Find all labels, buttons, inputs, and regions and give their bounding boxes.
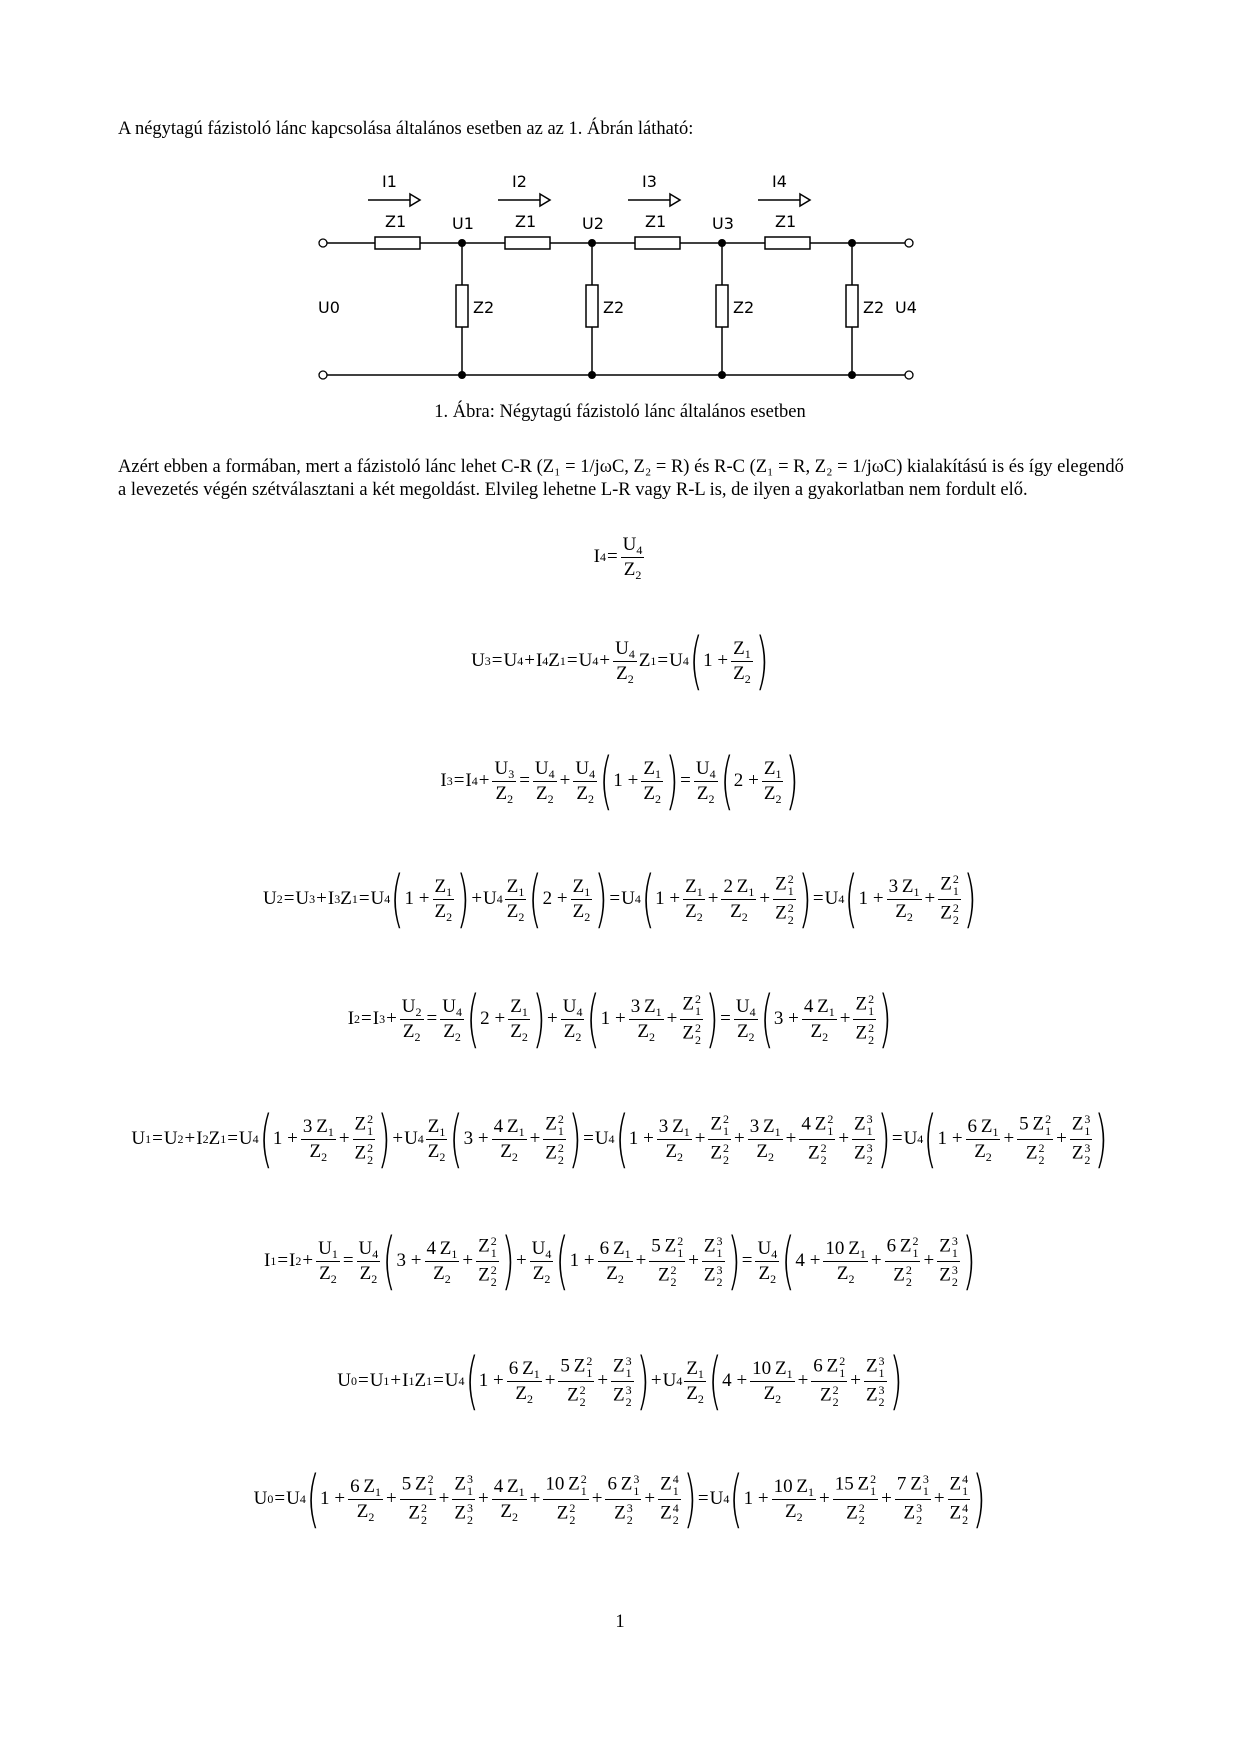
equation-u2 [0, 862, 1240, 935]
node-voltage-label: U2 [582, 214, 604, 233]
current-label: I4 [772, 172, 787, 191]
output-voltage-label: U4 [895, 298, 917, 317]
equation-u1 [0, 1102, 1240, 1175]
equation-u0-b [0, 1462, 1240, 1535]
series-impedance-label: Z1 [775, 212, 797, 231]
equation-u3 [0, 624, 1240, 697]
equation-render: U 0 = U 4 ( 1 + $\frac{6 Z_1}{Z_2}$ + 5 Z 2 1 Z 2 2 + Z 3 1 Z 3 2 + $\frac{4 Z_1}{Z_2}$ + 10 Z 2 1 Z 2 2 + 6 Z 3 1 Z 3 2 + Z 4 1 Z 4 2 ) = U 4 ( 1 + $\frac{10 Z_1}{Z_2}$ + 15 Z 2 1 Z 2 2 + 7 Z 3 1 Z 3 2 + Z 4 1 Z 4 2 ) [253, 1462, 986, 1535]
equation-render: I 2 = I 3 + $\frac{U_2}{Z_2}$ = $\frac{U_4}{Z_2}$ ( 2 + $\frac{Z_1}{Z_2}$ ) + $\frac{U_4}{Z_2}$ ( 1 + $\frac{3 Z_1}{Z_2}$ + Z 2 1 Z 2 2 ) = $\frac{U_4}{Z_2}$ ( 3 + $\frac{4 Z_1}{Z_2}$ + Z 2 1 Z 2 2 ) [347, 982, 892, 1055]
ladder-circuit-diagram [310, 165, 930, 395]
current-label: I2 [512, 172, 527, 191]
equation-render: U 1 = U 2 + I 2 Z 1 = U 4 ( 1 + $\frac{3 Z_1}{Z_2}$ + Z 2 1 Z 2 2 ) + U 4 $\frac{Z_1}{Z_2}$ ( 3 + $\frac{4 Z_1}{Z_2}$ + Z 2 1 Z 2 2 ) = U 4 ( 1 + $\frac{3 Z_1}{Z_2}$ + Z 2 1 Z 2 2 + $\frac{3 Z_1}{Z_2}$ + 4 Z 2 1 Z 2 2 + Z 3 1 Z 3 2 ) = U 4 ( 1 + $\frac{6 Z_1}{Z_2}$ + 5 Z 2 1 Z 2 2 + Z 3 1 Z 3 2 ) [131, 1102, 1109, 1175]
body-paragraph: Azért ebben a formában, mert a fázistoló lánc lehet C-R (Z₁ = 1/jωC, Z₂ = R) és R-C (Z₁ = R, Z₂ = 1/jωC) kialakítású is és így elegendő a levezetés végén szétválasztani a két megoldást. Elvileg lehetne L-R vagy R-L is, de ilyen a gyakorlatban nem fordult elő. [118, 457, 1124, 500]
equation-i4 [0, 535, 1240, 580]
shunt-impedance-label: Z2 [603, 298, 625, 317]
equation-render: I 4 = $\frac{U_4}{Z_2}$ [593, 534, 643, 582]
equation-render: I 1 = I 2 + $\frac{U_1}{Z_2}$ = $\frac{U_4}{Z_2}$ ( 3 + $\frac{4 Z_1}{Z_2}$ + Z 2 1 Z 2 2 ) + $\frac{U_4}{Z_2}$ ( 1 + $\frac{6 Z_1}{Z_2}$ + 5 Z 2 1 Z 2 2 + Z 3 1 Z 3 2 ) = $\frac{U_4}{Z_2}$ ( 4 + $\frac{10 Z_1}{Z_2}$ + 6 Z 2 1 Z 2 2 + Z 3 1 Z 3 2 ) [263, 1224, 976, 1297]
input-voltage-label: U0 [318, 298, 340, 317]
shunt-impedance-label: Z2 [863, 298, 885, 317]
equation-i3 [0, 744, 1240, 817]
series-impedance-label: Z1 [645, 212, 667, 231]
node-voltage-label: U3 [712, 214, 734, 233]
equation-render: I 3 = I 4 + $\frac{U_3}{Z_2}$ = $\frac{U_4}{Z_2}$ + $\frac{U_4}{Z_2}$ ( 1 + $\frac{Z_1}{Z_2}$ ) = $\frac{U_4}{Z_2}$ ( 2 + $\frac{Z_1}{Z_2}$ ) [440, 744, 800, 817]
intro-text: A négytagú fázistoló lánc kapcsolása általános esetben az az 1. Ábrán látható: [118, 119, 694, 139]
page-number: 1 [615, 1612, 625, 1632]
equation-render: U 3 = U 4 + I 4 Z 1 = U 4 + $\frac{U_4}{Z_2}$ Z 1 = U 4 ( 1 + $\frac{Z_1}{Z_2}$ ) [471, 624, 769, 697]
figure-caption: 1. Ábra: Négytagú fázistoló lánc általános esetben [434, 402, 806, 422]
shunt-impedance-label: Z2 [473, 298, 495, 317]
series-impedance-label: Z1 [385, 212, 407, 231]
equation-i2 [0, 982, 1240, 1055]
shunt-impedance-label: Z2 [733, 298, 755, 317]
series-impedance-label: Z1 [515, 212, 537, 231]
equation-u0-a [0, 1344, 1240, 1417]
current-label: I3 [642, 172, 657, 191]
equation-render: U 2 = U 3 + I 3 Z 1 = U 4 ( 1 + $\frac{Z_1}{Z_2}$ ) + U 4 $\frac{Z_1}{Z_2}$ ( 2 + $\frac{Z_1}{Z_2}$ ) = U 4 ( 1 + $\frac{Z_1}{Z_2}$ + $\frac{2 Z_1}{Z_2}$ + Z 2 1 Z 2 2 ) = U 4 ( 1 + $\frac{3 Z_1}{Z_2}$ + Z 2 1 Z 2 2 ) [262, 862, 977, 935]
node-voltage-label: U1 [452, 214, 474, 233]
current-label: I1 [382, 172, 397, 191]
equation-i1 [0, 1224, 1240, 1297]
equation-render: U 0 = U 1 + I 1 Z 1 = U 4 ( 1 + $\frac{6 Z_1}{Z_2}$ + 5 Z 2 1 Z 2 2 + Z 3 1 Z 3 2 ) + U 4 $\frac{Z_1}{Z_2}$ ( 4 + $\frac{10 Z_1}{Z_2}$ + 6 Z 2 1 Z 2 2 + Z 3 1 Z 3 2 ) [337, 1344, 903, 1417]
